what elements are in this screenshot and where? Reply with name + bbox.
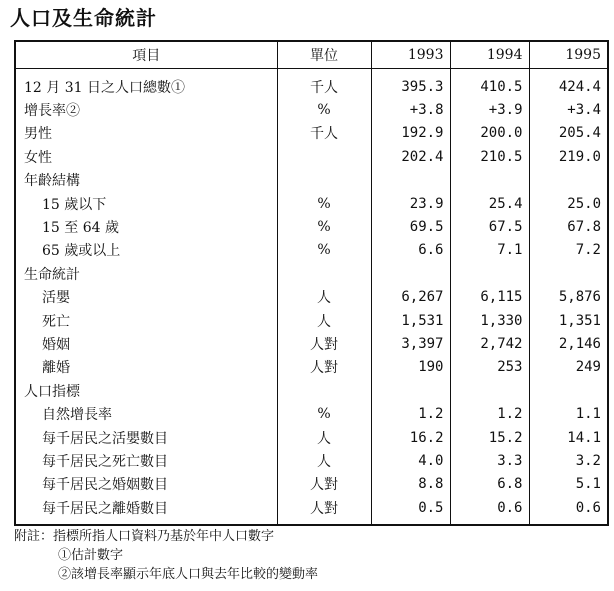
row-unit: 人 — [277, 286, 371, 309]
header-year-1994: 1994 — [450, 41, 529, 69]
page-title: 人口及生命統計 — [10, 6, 157, 30]
row-unit — [277, 379, 371, 402]
value-1993: 23.9 — [371, 192, 450, 215]
value-1993: 192.9 — [371, 122, 450, 145]
table-row — [15, 379, 608, 402]
row-unit: 人對 — [277, 332, 371, 355]
row-label: 自然增長率 — [42, 407, 112, 424]
table-row — [15, 402, 608, 425]
value-1993: 395.3 — [371, 69, 450, 99]
row-label: 男性 — [24, 126, 52, 143]
table-row — [15, 286, 608, 309]
table-row — [15, 449, 608, 472]
row-unit: % — [277, 239, 371, 262]
value-1995 — [529, 379, 608, 402]
row-unit: 千人 — [277, 122, 371, 145]
value-1993: 1,531 — [371, 309, 450, 332]
value-1994: 3.3 — [450, 449, 529, 472]
value-1993: 1.2 — [371, 402, 450, 425]
value-1993: 4.0 — [371, 449, 450, 472]
row-unit: 人對 — [277, 496, 371, 525]
value-1994: 67.5 — [450, 215, 529, 238]
row-label: 每千居民之活嬰數目 — [42, 430, 168, 447]
value-1993: 190 — [371, 356, 450, 379]
value-1994: 6,115 — [450, 286, 529, 309]
value-1995 — [529, 169, 608, 192]
value-1993: +3.8 — [371, 98, 450, 121]
row-unit: 人 — [277, 449, 371, 472]
row-unit — [277, 262, 371, 285]
value-1995 — [529, 262, 608, 285]
value-1993: 202.4 — [371, 145, 450, 168]
table-row — [15, 426, 608, 449]
value-1994 — [450, 262, 529, 285]
value-1994: 210.5 — [450, 145, 529, 168]
row-unit — [277, 145, 371, 168]
row-unit: 人對 — [277, 473, 371, 496]
row-label: 12 月 31 日之人口總數① — [24, 79, 185, 96]
value-1995: 3.2 — [529, 449, 608, 472]
value-1995: +3.4 — [529, 98, 608, 121]
value-1994 — [450, 169, 529, 192]
value-1994: 7.1 — [450, 239, 529, 262]
footnotes — [14, 527, 318, 584]
value-1993: 0.5 — [371, 496, 450, 525]
row-label: 65 歲或以上 — [42, 243, 121, 260]
row-label: 死亡 — [42, 313, 70, 330]
row-unit: 千人 — [277, 69, 371, 99]
value-1993: 8.8 — [371, 473, 450, 496]
value-1994: 25.4 — [450, 192, 529, 215]
value-1994: 0.6 — [450, 496, 529, 525]
header-year-1995: 1995 — [529, 41, 608, 69]
row-label: 人口指標 — [24, 383, 80, 400]
value-1995: 1,351 — [529, 309, 608, 332]
value-1993 — [371, 379, 450, 402]
row-unit: 人對 — [277, 356, 371, 379]
row-label: 婚姻 — [42, 336, 70, 353]
value-1995: 67.8 — [529, 215, 608, 238]
value-1994: +3.9 — [450, 98, 529, 121]
value-1994: 1,330 — [450, 309, 529, 332]
value-1994: 15.2 — [450, 426, 529, 449]
value-1995: 2,146 — [529, 332, 608, 355]
row-label: 活嬰 — [42, 290, 70, 307]
row-label: 15 至 64 歲 — [42, 220, 119, 237]
value-1995: 219.0 — [529, 145, 608, 168]
row-label: 每千居民之離婚數目 — [42, 500, 168, 517]
table-row — [15, 262, 608, 285]
table-body — [15, 69, 608, 526]
table-row — [15, 215, 608, 238]
value-1993: 6.6 — [371, 239, 450, 262]
value-1995: 5.1 — [529, 473, 608, 496]
value-1993: 6,267 — [371, 286, 450, 309]
value-1995: 205.4 — [529, 122, 608, 145]
value-1994: 6.8 — [450, 473, 529, 496]
row-label: 增長率② — [24, 103, 80, 120]
table-row — [15, 69, 608, 99]
value-1995: 424.4 — [529, 69, 608, 99]
value-1995: 14.1 — [529, 426, 608, 449]
table-row — [15, 169, 608, 192]
table-row — [15, 145, 608, 168]
value-1994: 2,742 — [450, 332, 529, 355]
row-label: 15 歲以下 — [42, 196, 107, 213]
row-label: 生命統計 — [24, 266, 80, 283]
table-row — [15, 98, 608, 121]
value-1995: 25.0 — [529, 192, 608, 215]
row-label: 年齡結構 — [24, 173, 80, 190]
header-row — [15, 41, 608, 69]
row-unit — [277, 169, 371, 192]
value-1995: 7.2 — [529, 239, 608, 262]
row-unit: 人 — [277, 309, 371, 332]
footnote-2: ②該增長率顯示年底人口與去年比較的變動率 — [58, 567, 319, 582]
value-1994: 410.5 — [450, 69, 529, 99]
statistics-table — [14, 40, 609, 526]
row-label: 女性 — [24, 149, 52, 166]
table-row — [15, 122, 608, 145]
table-row — [15, 239, 608, 262]
row-label: 離婚 — [42, 360, 70, 377]
value-1993 — [371, 262, 450, 285]
value-1994 — [450, 379, 529, 402]
row-unit: 人 — [277, 426, 371, 449]
table-row — [15, 356, 608, 379]
footnote-main: 附註：指標所指人口資料乃基於年中人口數字 — [14, 529, 275, 544]
value-1993: 16.2 — [371, 426, 450, 449]
row-unit: % — [277, 215, 371, 238]
value-1994: 200.0 — [450, 122, 529, 145]
row-label: 每千居民之死亡數目 — [42, 453, 168, 470]
row-unit: % — [277, 98, 371, 121]
row-label: 每千居民之婚姻數目 — [42, 477, 168, 494]
value-1993 — [371, 169, 450, 192]
value-1995: 1.1 — [529, 402, 608, 425]
table-row — [15, 473, 608, 496]
header-unit: 單位 — [277, 41, 371, 69]
value-1993: 69.5 — [371, 215, 450, 238]
row-unit: % — [277, 192, 371, 215]
header-year-1993: 1993 — [371, 41, 450, 69]
value-1995: 249 — [529, 356, 608, 379]
table-row — [15, 332, 608, 355]
value-1994: 253 — [450, 356, 529, 379]
table-row — [15, 496, 608, 525]
header-item: 項目 — [15, 41, 277, 69]
value-1995: 0.6 — [529, 496, 608, 525]
value-1993: 3,397 — [371, 332, 450, 355]
footnote-1: ①估計數字 — [58, 548, 124, 563]
value-1994: 1.2 — [450, 402, 529, 425]
value-1995: 5,876 — [529, 286, 608, 309]
table-row — [15, 309, 608, 332]
table-row — [15, 192, 608, 215]
row-unit: % — [277, 402, 371, 425]
